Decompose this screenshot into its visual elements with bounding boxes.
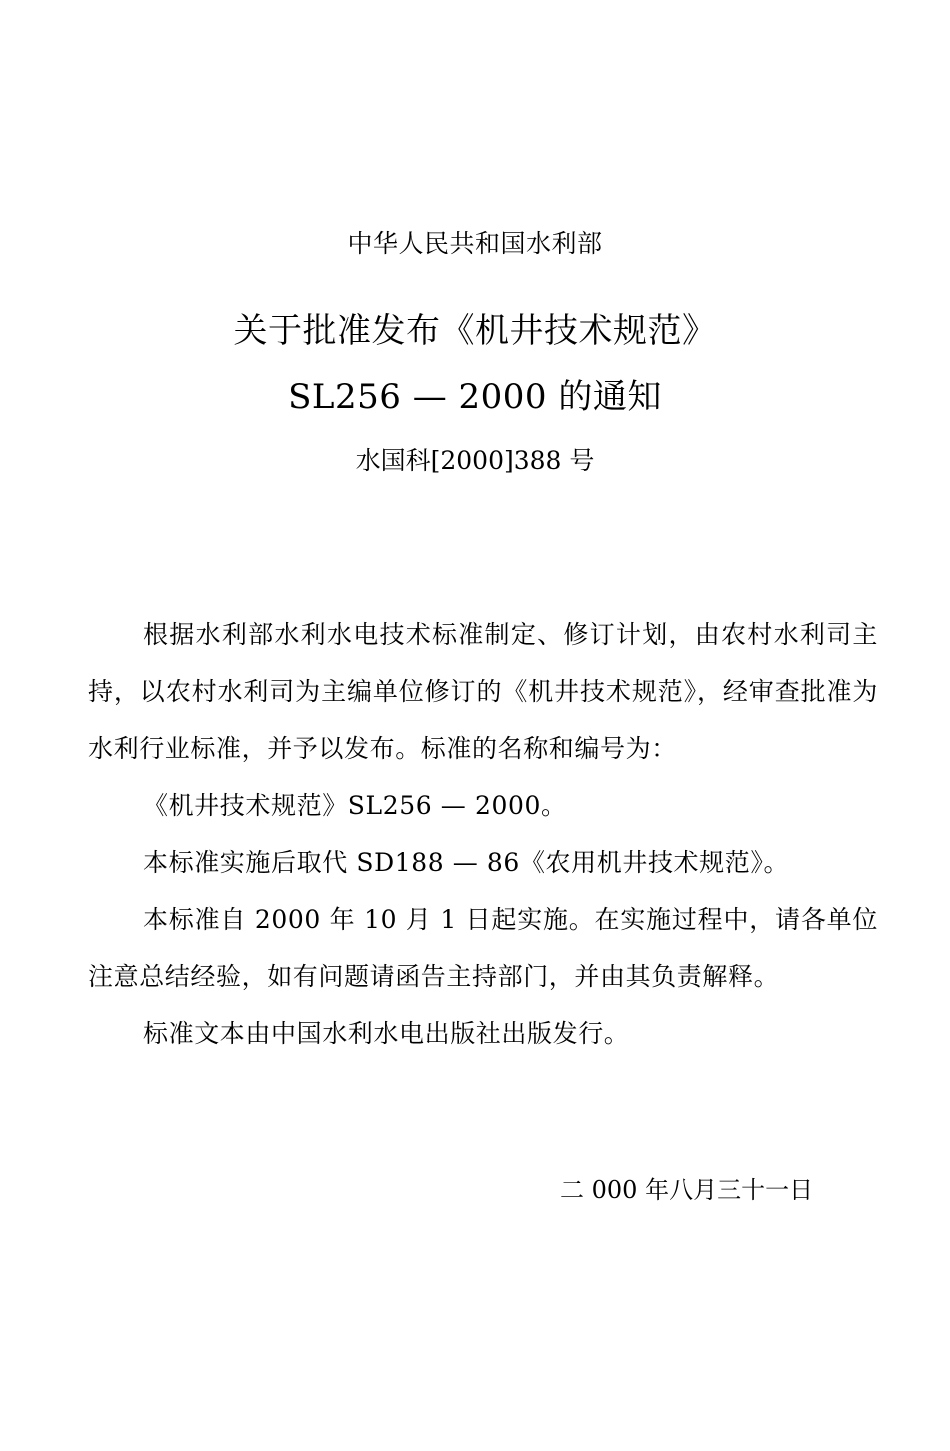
notice-title-line-1: 关于批准发布《机井技术规范》 <box>233 311 717 351</box>
notice-title-line-2: SL256 — 2000 的通知 <box>288 377 662 417</box>
issue-date: 二 000 年八月三十一日 <box>560 1176 814 1204</box>
body-paragraph: 本标准实施后取代 SD188 — 86《农用机井技术规范》。 <box>143 848 790 877</box>
body-paragraph: 根据水利部水利水电技术标准制定、修订计划，由农村水利司主持，以农村水利司为主编单位修订的《机井技术规范》，经审查批准为水利行业标准，并予以发布。标准的名称和编号为： <box>88 620 878 763</box>
document-number: 水国科[2000]388 号 <box>355 446 595 475</box>
body-paragraph: 《机井技术规范》SL256 — 2000。 <box>143 791 567 820</box>
issuer-name: 中华人民共和国水利部 <box>347 229 603 258</box>
body-paragraph: 本标准自 2000 年 10 月 1 日起实施。在实施过程中，请各单位注意总结经验，如有问题请函告主持部门，并由其负责解释。 <box>88 905 878 991</box>
body-paragraph: 标准文本由中国水利水电出版社出版发行。 <box>143 1019 630 1048</box>
notice-body <box>88 606 878 1062</box>
